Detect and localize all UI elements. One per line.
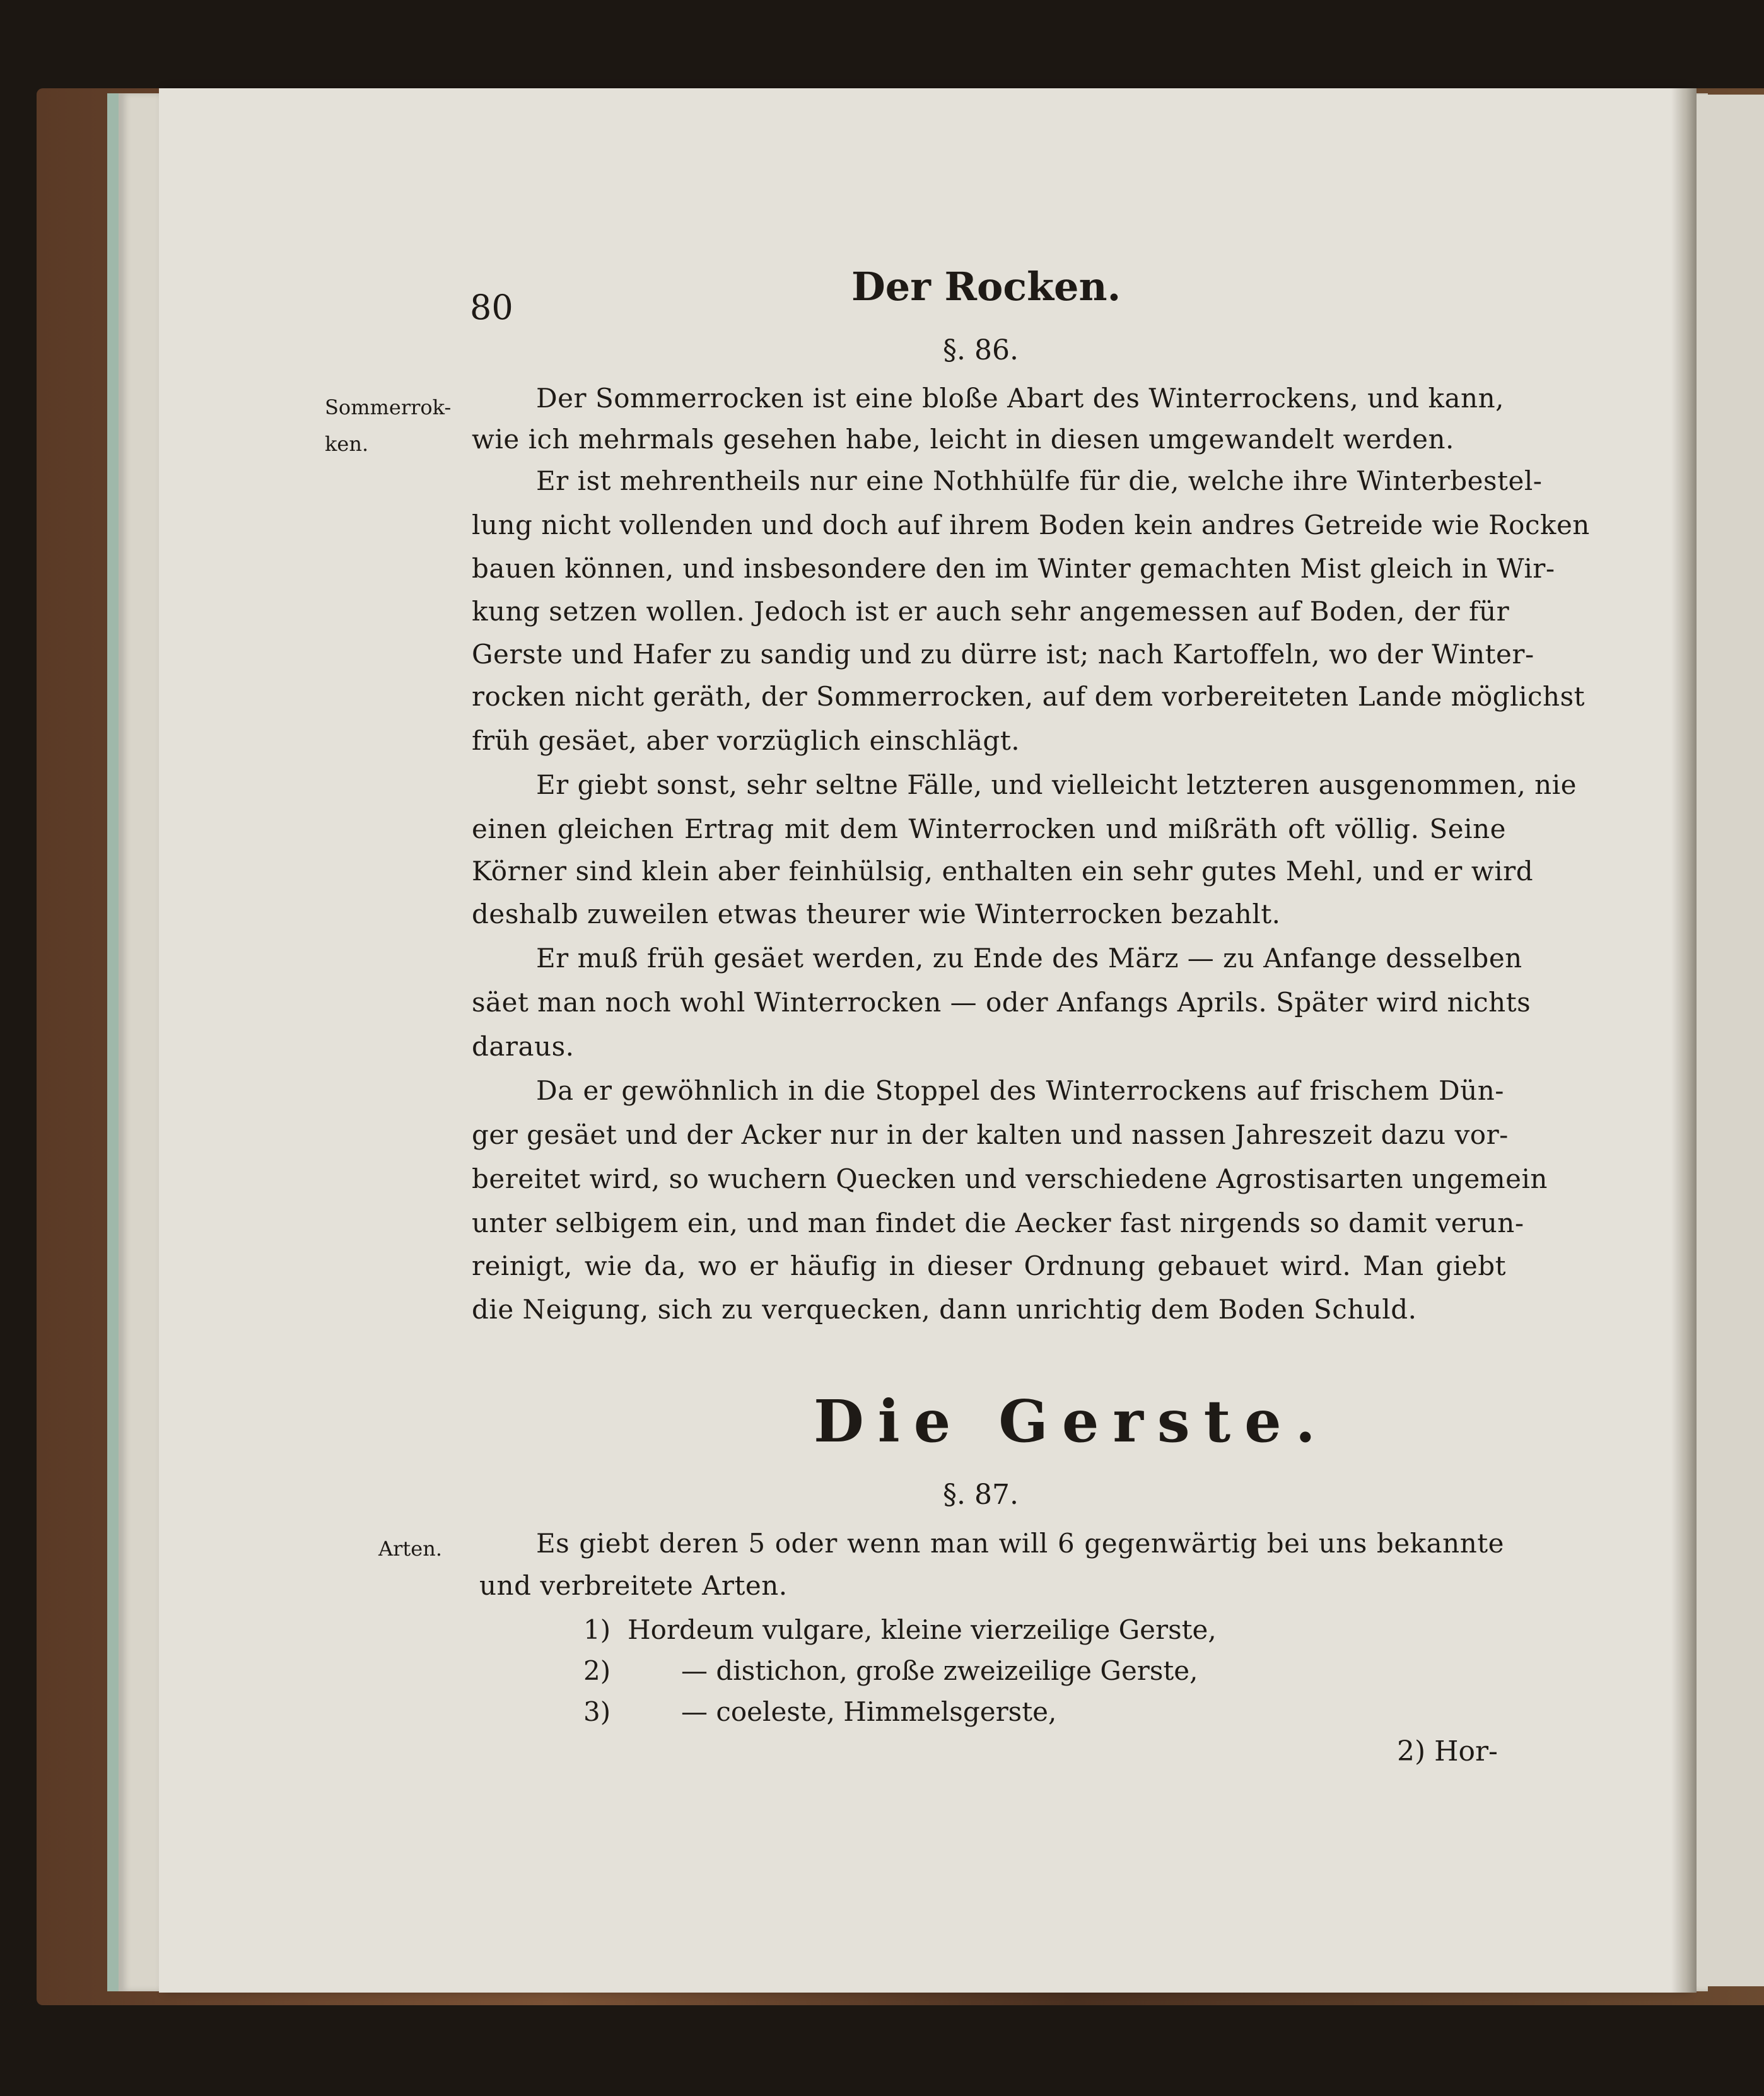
body-line: lung nicht vollenden und doch auf ihrem Boden kein andres Getreide wie Rocken <box>472 509 1590 540</box>
body-line: daraus. <box>472 1031 575 1062</box>
list-number: 1) <box>583 1614 611 1645</box>
body-line: kung setzen wollen. Jedoch ist er auch sehr angemessen auf Boden, der für <box>472 596 1510 627</box>
list-item: Hordeum vulgare, kleine vierzeilige Gerste, <box>628 1614 1217 1645</box>
body-line: bereitet wird, so wuchern Quecken und verschiedene Agrostisarten ungemein <box>472 1163 1548 1194</box>
facing-page <box>1697 95 1764 1986</box>
body-line: Da er gewöhnlich in die Stoppel des Winterrockens auf frischem Dün- <box>536 1075 1504 1106</box>
page-gutter <box>1671 88 1697 1993</box>
body-line: und verbreitete Arten. <box>479 1570 788 1601</box>
section-mark-86: §. 86. <box>943 334 1019 366</box>
page-number: 80 <box>470 288 513 327</box>
margin-note-sommerrocken-2: ken. <box>325 432 369 456</box>
body-line: rocken nicht geräth, der Sommerrocken, auf dem vorbereiteten Lande möglichst <box>472 681 1586 712</box>
list-number: 2) <box>583 1655 611 1686</box>
body-line: säet man noch wohl Winterrocken — oder Anfangs Aprils. Später wird nichts <box>472 987 1531 1018</box>
list-item: — distichon, große zweizeilige Gerste, <box>681 1655 1198 1686</box>
body-line: Gerste und Hafer zu sandig und zu dürre ist; nach Kartoffeln, wo der Winter- <box>472 639 1534 670</box>
body-line: bauen können, und insbesondere den im Winter gemachten Mist gleich in Wir- <box>472 553 1555 584</box>
list-number: 3) <box>583 1696 611 1727</box>
body-line: reinigt, wie da, wo er häufig in dieser Ordnung gebauet wird. Man giebt <box>472 1250 1506 1281</box>
body-line: einen gleichen Ertrag mit dem Winterrocken und mißräth oft völlig. Seine <box>472 813 1506 844</box>
body-line: unter selbigem ein, und man findet die Aecker fast nirgends so damit verun- <box>472 1208 1524 1238</box>
body-line: Es giebt deren 5 oder wenn man will 6 gegenwärtig bei uns bekannte <box>536 1528 1504 1559</box>
body-line: Er ist mehrentheils nur eine Nothhülfe für die, welche ihre Winterbestel- <box>536 465 1543 496</box>
body-line: Körner sind klein aber feinhülsig, enthalten ein sehr gutes Mehl, und er wird <box>472 856 1534 887</box>
catchword: 2) Hor- <box>1397 1735 1498 1767</box>
chapter-title: Die Gerste. <box>814 1387 1329 1455</box>
body-line: die Neigung, sich zu verquecken, dann unrichtig dem Boden Schuld. <box>472 1294 1417 1325</box>
body-line: früh gesäet, aber vorzüglich einschlägt. <box>472 725 1020 756</box>
body-line: Er giebt sonst, sehr seltne Fälle, und vielleicht letzteren ausgenommen, nie <box>536 769 1577 800</box>
body-line: Der Sommerrocken ist eine bloße Abart des Winterrockens, und kann, <box>536 383 1504 414</box>
margin-note-sommerrocken-1: Sommerrok- <box>325 395 452 419</box>
list-item: — coeleste, Himmelsgerste, <box>681 1696 1057 1727</box>
running-title: Der Rocken. <box>851 264 1121 310</box>
body-line: wie ich mehrmals gesehen habe, leicht in diesen umgewandelt werden. <box>472 424 1454 455</box>
section-mark-87: §. 87. <box>943 1479 1019 1511</box>
margin-note-arten: Arten. <box>378 1537 442 1561</box>
body-line: deshalb zuweilen etwas theurer wie Winterrocken bezahlt. <box>472 899 1281 929</box>
body-line: Er muß früh gesäet werden, zu Ende des März — zu Anfange desselben <box>536 943 1522 974</box>
body-line: ger gesäet und der Acker nur in der kalten und nassen Jahreszeit dazu vor- <box>472 1119 1509 1150</box>
